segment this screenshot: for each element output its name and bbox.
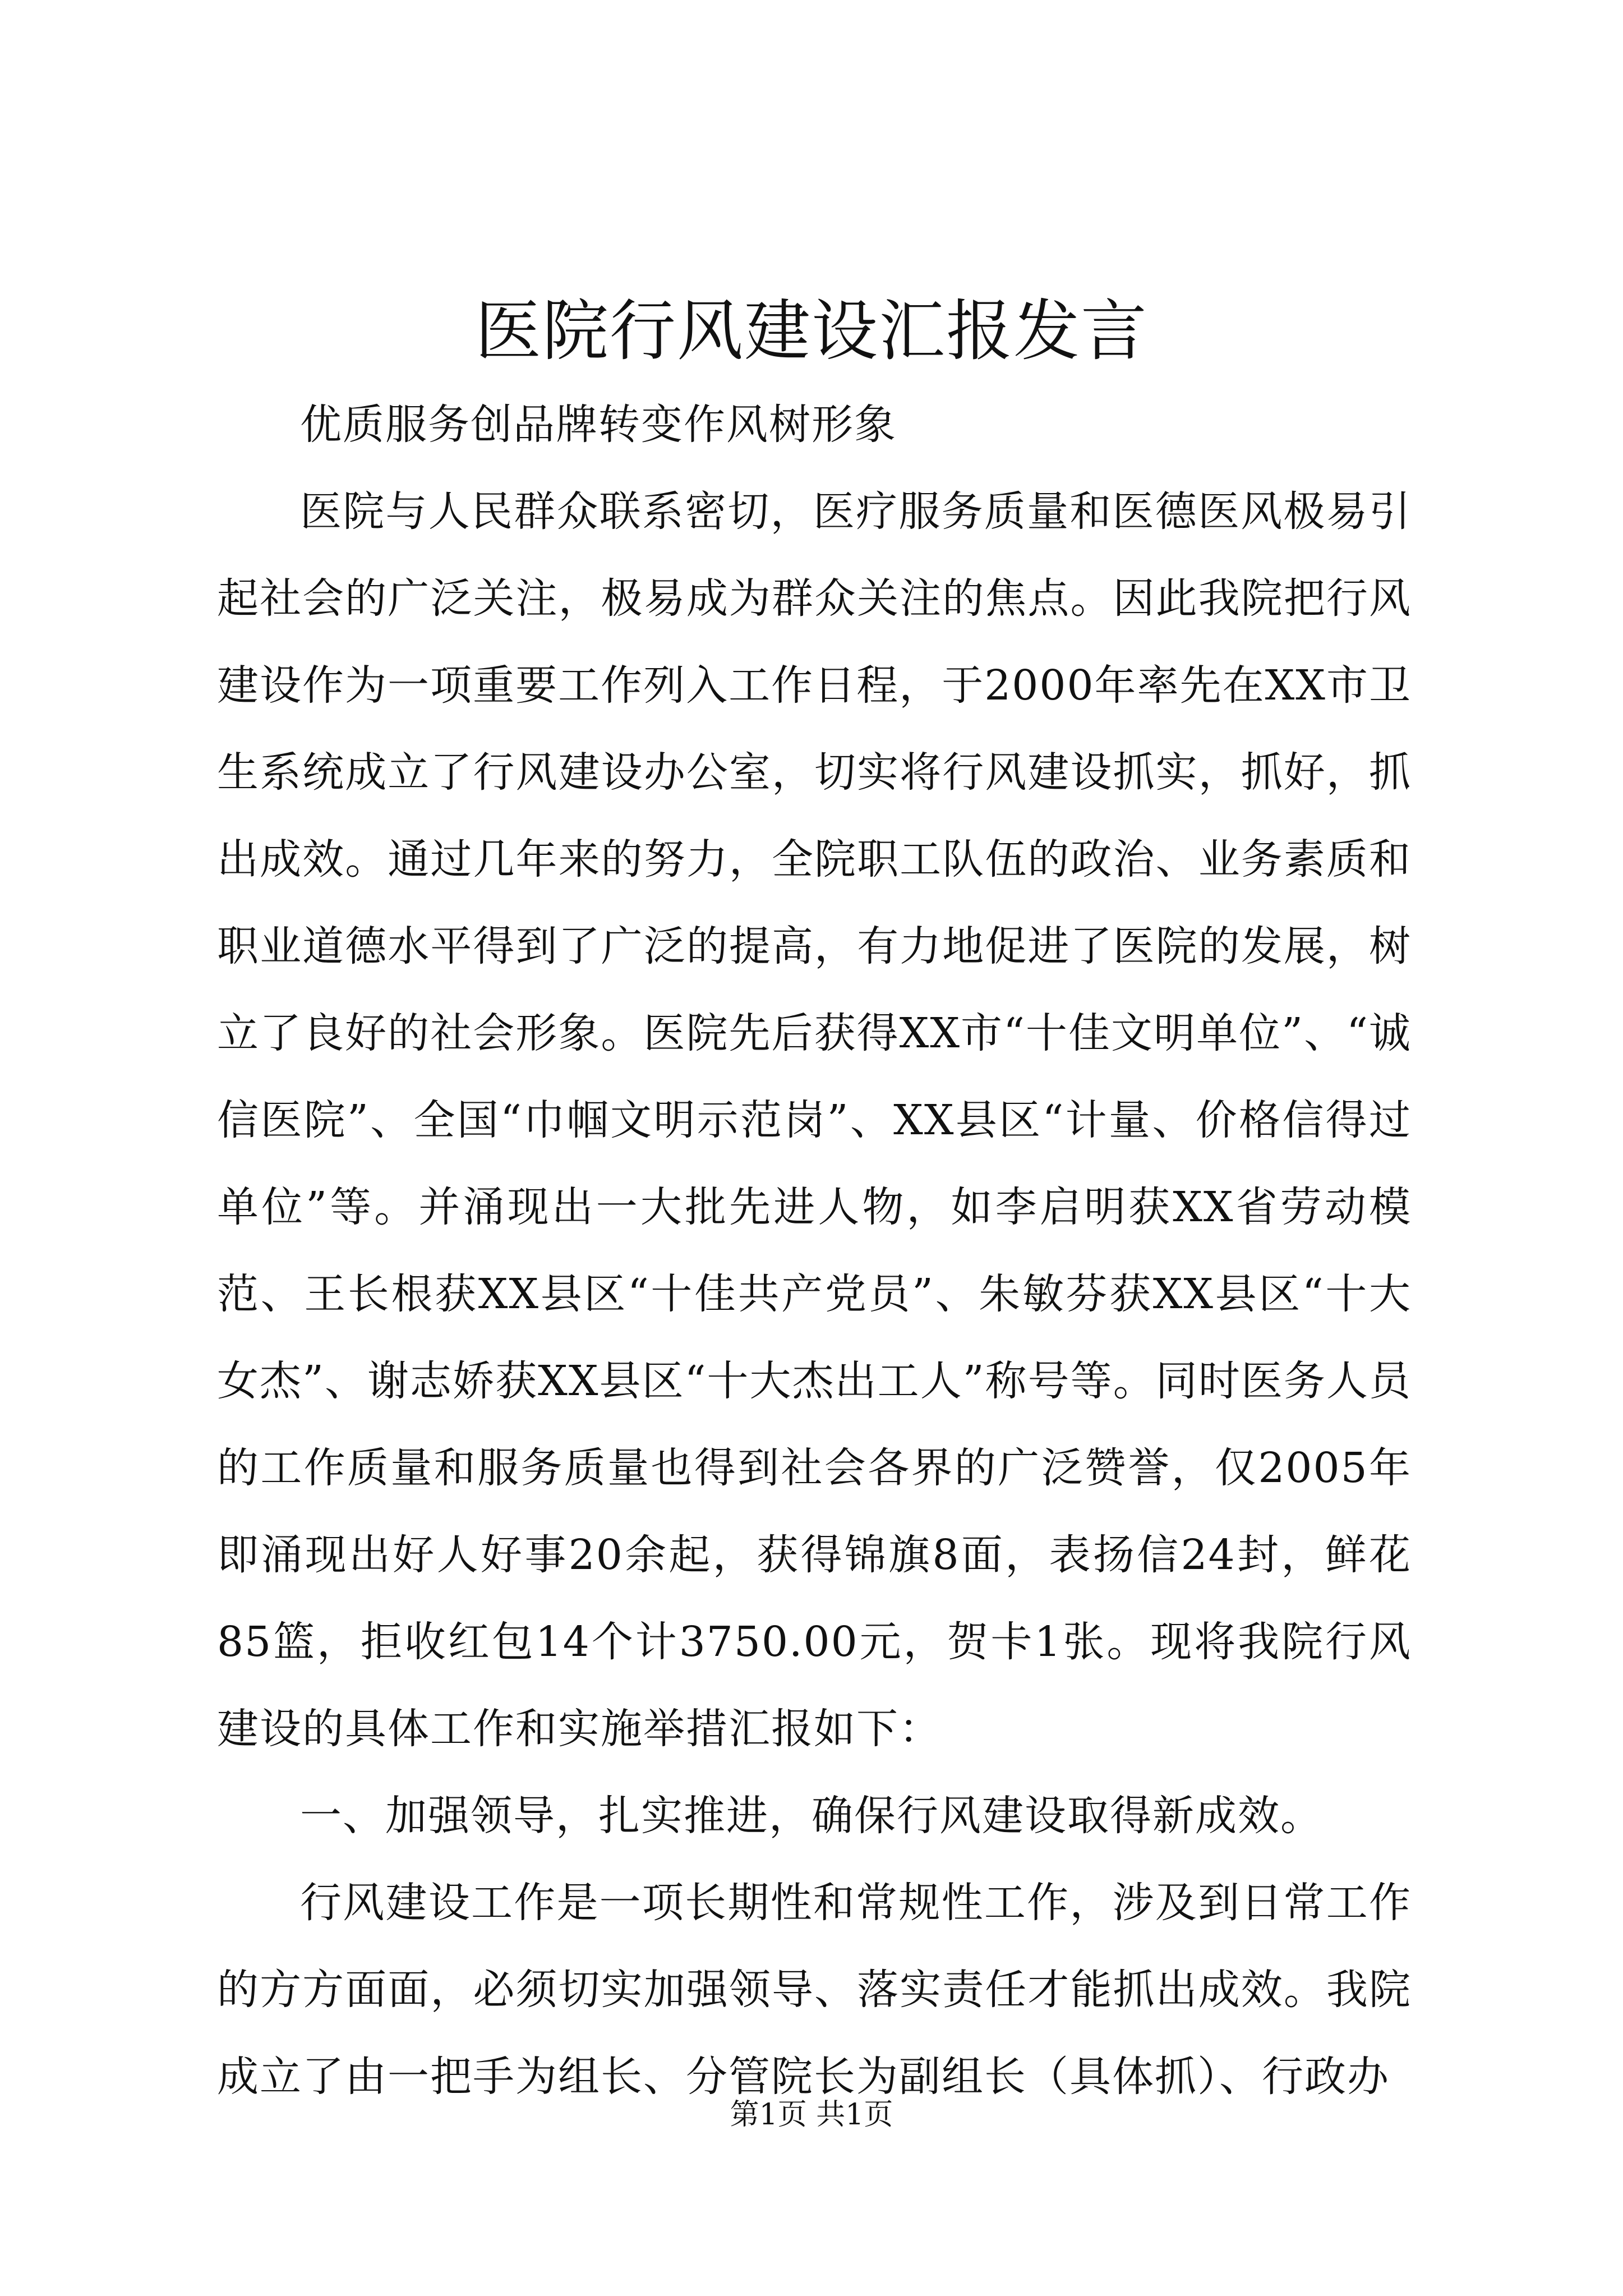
section-body-paragraph: 行风建设工作是一项长期性和常规性工作，涉及到日常工作的方方面面，必须切实加强领导、落实责任才能抓出成效。我院成立了由一把手为组长、分管院长为副组长（具体抓）、行政办 [217,1879,1412,2101]
page-footer: 第1页 共1页 [730,2098,893,2132]
document-body [217,381,1412,2120]
document-title: 医院行风建设汇报发言 [474,292,1148,370]
subtitle-paragraph: 优质服务创品牌转变作风树形象 [300,401,897,449]
intro-paragraph: 医院与人民群众联系密切，医疗服务质量和医德医风极易引起社会的广泛关注，极易成为群众关注的焦点。因此我院把行风建设作为一项重要工作列入工作日程，于2000年率先在XX市卫生系统成立了行风建设办公室，切实将行风建设抓实，抓好，抓出成效。通过几年来的努力，全院职工队伍的政治、业务素质和职业道德水平得到了广泛的提高，有力地促进了医院的发展，树立了良好的社会形象。医院先后获得XX市“十佳文明单位”、“诚信医院”、全国“巾帼文明示范岗”、XX县区“计量、价格信得过单位”等。并涌现出一大批先进人物，如李启明获XX省劳动模范、王长根获XX县区“十佳共产党员”、朱敏芬获XX县区“十大女杰”、谢志娇获XX县区“十大杰出工人”称号等。同时医务人员的工作质量和服务质量也得到社会各界的广泛赞誉，仅2005年即涌现出好人好事20余起，获得锦旗8面，表扬信24封，鲜花85篮，拒收红包14个计3750.00元，贺卡1张。现将我院行风建设的具体工作和实施举措汇报如下： [217,487,1412,1753]
section-heading-paragraph: 一、加强领导，扎实推进，确保行风建设取得新成效。 [300,1792,1323,1840]
